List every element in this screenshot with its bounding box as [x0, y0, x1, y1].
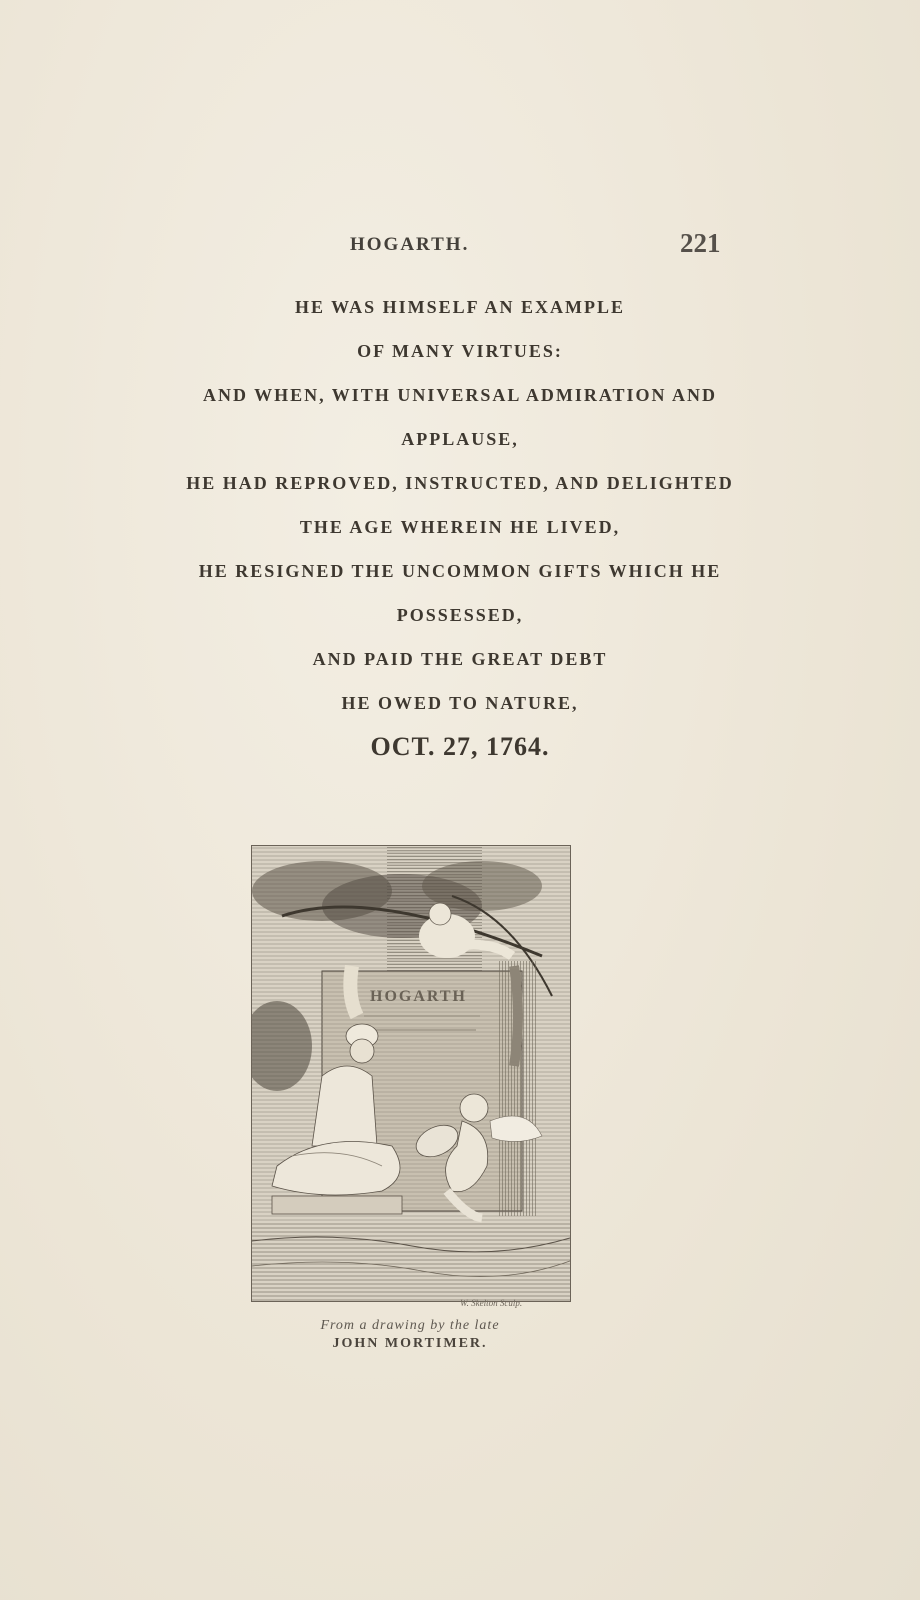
ground: [252, 1221, 570, 1301]
engraving-plate: [251, 845, 571, 1302]
epitaph-line: POSSESSED,: [396, 605, 524, 625]
epitaph-line: HE OWED TO NATURE,: [341, 693, 579, 713]
epitaph-line: HE RESIGNED THE UNCOMMON GIFTS WHICH HE: [198, 561, 722, 581]
epitaph-date: OCT. 27, 1764.: [370, 732, 550, 761]
epitaph-line: AND PAID THE GREAT DEBT: [312, 649, 608, 669]
stone-step: [272, 1196, 402, 1214]
epitaph-line: THE AGE WHEREIN HE LIVED,: [299, 517, 621, 537]
engraving-illustration: [252, 846, 570, 1301]
running-head: HOGARTH.: [350, 234, 470, 255]
epitaph-line: OF MANY VIRTUES:: [357, 341, 563, 361]
engraver-signature: W. Skelton Sculp.: [460, 1298, 523, 1308]
caption-line-1: From a drawing by the late: [320, 1318, 500, 1333]
tomb-inscription: HOGARTH: [370, 988, 467, 1005]
plate-caption: [251, 1318, 569, 1352]
page-number: 221: [680, 228, 721, 258]
page-header: [0, 228, 920, 268]
epitaph-line: HE HAD REPROVED, INSTRUCTED, AND DELIGHTED: [186, 473, 734, 493]
epitaph-line: AND WHEN, WITH UNIVERSAL ADMIRATION AND: [202, 385, 718, 405]
caption-line-2: JOHN MORTIMER.: [332, 1336, 488, 1351]
epitaph-line: APPLAUSE,: [401, 429, 519, 449]
epitaph-text: [80, 285, 840, 769]
epitaph-line: HE WAS HIMSELF AN EXAMPLE: [294, 297, 626, 317]
